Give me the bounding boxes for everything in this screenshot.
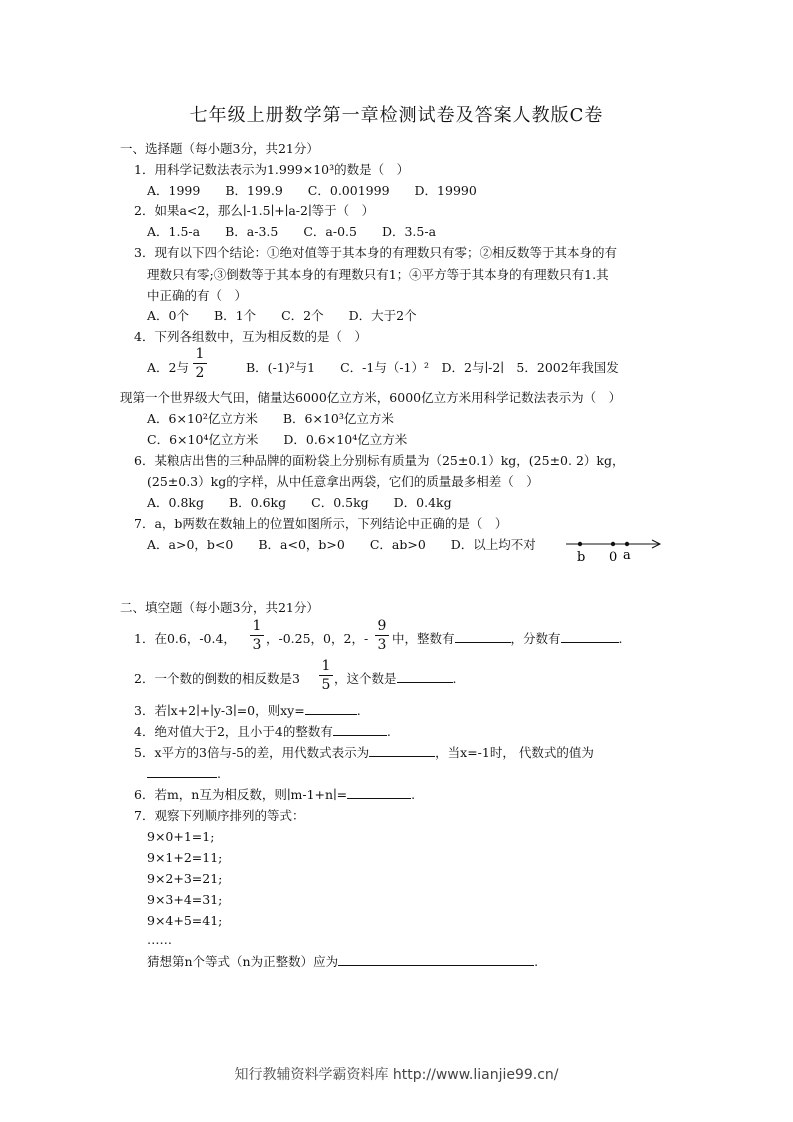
q3-answer-blank[interactable] bbox=[305, 703, 357, 715]
label-0: 0 bbox=[609, 550, 618, 565]
s1-q7-options: A．a>0，b<0 B．a<0，b>0 C．ab>0 D．以上均不对 bbox=[147, 537, 536, 552]
point-a bbox=[625, 542, 629, 546]
s2-q7-guess bbox=[147, 954, 538, 970]
equation-4: 9×3+4=31; bbox=[147, 892, 223, 907]
fraction-numerator: 1 bbox=[252, 618, 262, 634]
integers-answer-blank[interactable] bbox=[455, 631, 511, 643]
page-title: 七年级上册数学第一章检测试卷及答案人教版C卷 bbox=[189, 105, 604, 126]
s2-q2-post bbox=[334, 671, 457, 687]
fraction-bar bbox=[375, 635, 389, 636]
s2-q2-period: . bbox=[452, 671, 457, 686]
s2-q3-label: 3．若∣x+2∣+∣y-3∣=0，则xy= bbox=[134, 703, 305, 718]
s2-q7-period: . bbox=[534, 954, 539, 969]
s2-q4-label: 4．绝对值大于2，且小于4的整数有 bbox=[134, 724, 333, 739]
s1-q3-options: A．0个 B．1个 C．2个 D．大于2个 bbox=[147, 308, 417, 323]
s2-q4 bbox=[134, 724, 391, 740]
fraction-denominator: 3 bbox=[252, 637, 262, 653]
s1-q4-option-a: A．2与 bbox=[147, 360, 189, 375]
section1-heading: 一、选择题（每小题3分，共21分） bbox=[120, 141, 319, 156]
s1-q6-line1: 6．某粮店出售的三种品牌的面粉袋上分别标有质量为（25±0.1）kg，(25±0. 2）kg， bbox=[134, 453, 625, 468]
s2-q6-period: . bbox=[411, 787, 416, 802]
label-b: b bbox=[577, 550, 586, 565]
s2-q2-fraction bbox=[319, 658, 333, 693]
fraction-denominator: 3 bbox=[377, 637, 387, 653]
s2-q5-label2: ，当x=-1时， 代数式的值为 bbox=[435, 745, 594, 760]
s2-q1-fractions-label: ，分数有 bbox=[510, 631, 561, 646]
section2-heading: 二、填空题（每小题3分，共21分） bbox=[120, 600, 319, 615]
s1-q2: 2．如果a<2，那么∣-1.5∣+∣a-2∣等于（ ） bbox=[134, 203, 375, 218]
s1-q5-options2: C．6×10⁴亿立方米 D．0.6×10⁴亿立方米 bbox=[147, 432, 408, 447]
q5-expression-blank[interactable] bbox=[369, 745, 435, 757]
s2-q7: 7．观察下列顺序排列的等式： bbox=[134, 808, 305, 823]
s1-q3-line3: 中正确的有（ ） bbox=[147, 288, 248, 303]
fraction-bar bbox=[193, 363, 207, 364]
s2-q6 bbox=[134, 787, 415, 803]
s1-q3-line1: 3．现有以下四个结论：①绝对值等于其本身的有理数只有零；②相反数等于其本身的有 bbox=[134, 245, 617, 260]
s2-q3 bbox=[134, 703, 361, 719]
s1-q5-options1: A．6×10²亿立方米 B．6×10³亿立方米 bbox=[147, 411, 394, 426]
s2-q3-period: . bbox=[356, 703, 361, 718]
label-a: a bbox=[623, 548, 631, 563]
s2-q5-line2 bbox=[147, 766, 221, 782]
s1-q2-options: A．1.5-a B．a-3.5 C．a-0.5 D．3.5-a bbox=[147, 224, 437, 239]
s1-q1-options: A．1999 B．199.9 C．0.001999 D．19990 bbox=[147, 183, 477, 198]
s2-q1-post bbox=[392, 631, 623, 647]
s2-q2-label: ，这个数是 bbox=[334, 671, 397, 686]
s2-q4-period: . bbox=[386, 724, 391, 739]
s2-q1-fraction1 bbox=[250, 618, 264, 653]
fraction-numerator: 1 bbox=[321, 658, 331, 674]
s1-q4-options-rest: B．(-1)²与1 C．-1与（-1）² D．2与∣-2∣ 5．2002年我国发 bbox=[246, 360, 619, 375]
s2-q5-period: . bbox=[217, 766, 221, 781]
q6-answer-blank[interactable] bbox=[347, 787, 411, 799]
number-line bbox=[560, 535, 670, 565]
s1-q3-line2: 理数只有零;③倒数等于其本身的有理数只有1；④平方等于其本身的有理数只有1.其 bbox=[147, 267, 609, 282]
s2-q5-line1 bbox=[134, 745, 594, 761]
fraction-denominator: 2 bbox=[195, 365, 205, 381]
s1-q1: 1．用科学记数法表示为1.999×10³的数是（ ） bbox=[134, 162, 410, 177]
fraction-bar bbox=[250, 635, 264, 636]
guess-answer-blank[interactable] bbox=[338, 954, 534, 966]
ellipsis: …… bbox=[147, 932, 172, 947]
s2-q1-pre: 1．在0.6，-0.4， bbox=[134, 631, 236, 646]
s1-q4: 4．下列各组数中，互为相反数的是（ ） bbox=[134, 329, 367, 344]
fraction-numerator: 9 bbox=[377, 618, 387, 634]
fraction-denominator: 5 bbox=[321, 677, 331, 693]
s1-q7: 7．a，b两数在数轴上的位置如图所示，下列结论中正确的是（ ） bbox=[134, 516, 508, 531]
q2-answer-blank[interactable] bbox=[397, 671, 453, 683]
s2-q1-fraction2 bbox=[375, 618, 389, 653]
s2-q7-guess-label: 猜想第n个等式（n为正整数）应为 bbox=[147, 954, 339, 969]
point-0 bbox=[611, 542, 615, 546]
s2-q1-mid: ，-0.25，0，2，- bbox=[266, 631, 369, 646]
s2-q1-integers-label: 中，整数有 bbox=[392, 631, 455, 646]
fraction-numerator: 1 bbox=[195, 346, 205, 362]
footer-watermark: 知行教辅资料学霸资料库 http://www.lianjie99.cn/ bbox=[234, 1067, 559, 1083]
point-b bbox=[578, 542, 582, 546]
s1-q5-line2: 现第一个世界级大气田，储量达6000亿立方米，6000亿立方米用科学记数法表示为（ ） bbox=[120, 390, 622, 405]
s1-q6-line2: (25±0.3）kg的字样，从中任意拿出两袋，它们的质量最多相差（ ） bbox=[147, 474, 539, 489]
s2-q6-label: 6．若m，n互为相反数，则∣m-1+n∣= bbox=[134, 787, 348, 802]
s1-q4-fraction bbox=[193, 346, 207, 381]
s2-q2-pre: 2．一个数的倒数的相反数是3 bbox=[134, 671, 300, 686]
equation-2: 9×1+2=11; bbox=[147, 850, 223, 865]
s2-q5-label: 5．x平方的3倍与-5的差，用代数式表示为 bbox=[134, 745, 370, 760]
equation-1: 9×0+1=1; bbox=[147, 829, 215, 844]
fractions-answer-blank[interactable] bbox=[561, 631, 619, 643]
s1-q6-options: A．0.8kg B．0.6kg C．0.5kg D．0.4kg bbox=[147, 495, 452, 510]
s2-q1-period: . bbox=[618, 631, 623, 646]
fraction-bar bbox=[319, 675, 333, 676]
q5-value-blank[interactable] bbox=[147, 766, 217, 778]
equation-3: 9×2+3=21; bbox=[147, 871, 223, 886]
equation-5: 9×4+5=41; bbox=[147, 913, 223, 928]
q4-answer-blank[interactable] bbox=[333, 724, 387, 736]
